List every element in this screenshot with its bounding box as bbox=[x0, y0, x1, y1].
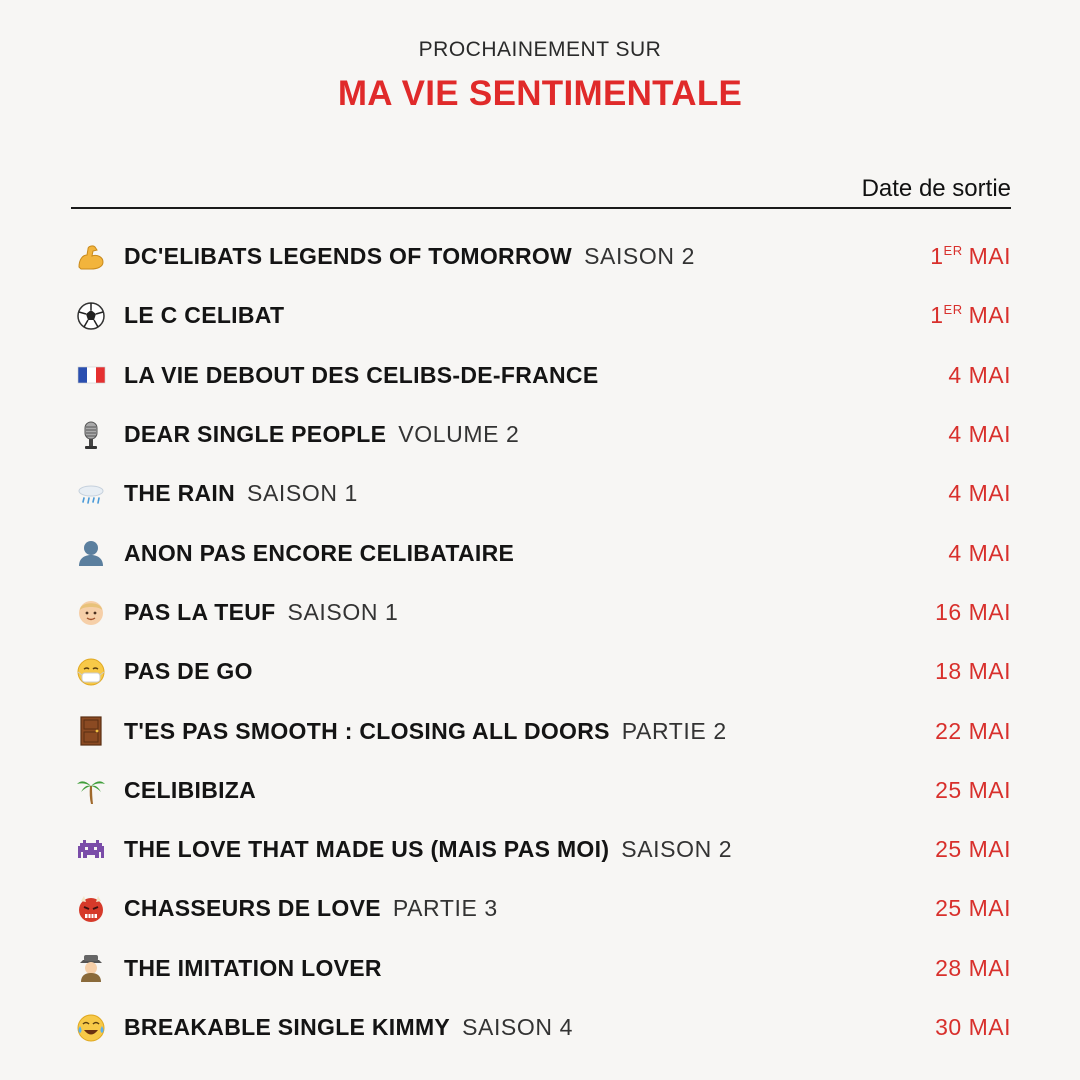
release-date bbox=[948, 421, 1011, 448]
list-item bbox=[71, 346, 1011, 405]
show-title: THE LOVE THAT MADE US (MAIS PAS MOI) bbox=[124, 836, 610, 863]
list-item bbox=[71, 998, 1011, 1057]
release-date bbox=[935, 895, 1011, 922]
release-date bbox=[935, 599, 1011, 626]
medical-mask-face-icon bbox=[71, 652, 111, 692]
show-title: DC'ELIBATS LEGENDS OF TOMORROW bbox=[124, 243, 573, 270]
ogre-mask-icon bbox=[71, 889, 111, 929]
release-month: MAI bbox=[968, 539, 1011, 566]
release-day: 4 bbox=[948, 480, 962, 507]
season-label: SAISON 4 bbox=[462, 1014, 573, 1040]
release-day: 4 bbox=[948, 539, 962, 566]
soccer-ball-icon bbox=[71, 296, 111, 336]
door-icon bbox=[71, 711, 111, 751]
kicker: PROCHAINEMENT SUR bbox=[418, 38, 662, 61]
release-day: 30 bbox=[935, 1014, 962, 1040]
show-title: PAS LA TEUF bbox=[124, 598, 276, 625]
season-label: SAISON 2 bbox=[621, 836, 733, 863]
list-item bbox=[71, 820, 1011, 879]
show-title: CELIBIBIZA bbox=[124, 776, 257, 803]
release-date-column-header: Date de sortie bbox=[861, 175, 1011, 202]
list-item bbox=[71, 286, 1011, 345]
list-item bbox=[71, 583, 1011, 642]
blond-face-icon bbox=[71, 592, 111, 632]
release-month: MAI bbox=[968, 717, 1011, 744]
ordinal-suffix: ER bbox=[943, 302, 963, 318]
list-item bbox=[71, 405, 1011, 464]
season-label: PARTIE 2 bbox=[621, 717, 727, 744]
page-title: MA VIE SENTIMENTALE bbox=[337, 74, 743, 113]
release-day: 25 bbox=[935, 836, 962, 863]
release-date bbox=[935, 1014, 1011, 1041]
release-date bbox=[935, 658, 1011, 685]
season-label: SAISON 1 bbox=[247, 480, 358, 507]
microphone-icon bbox=[71, 415, 111, 455]
release-day: 4 bbox=[948, 361, 962, 388]
release-date bbox=[948, 540, 1011, 567]
release-day: 4 bbox=[948, 421, 962, 448]
show-title: LA VIE DEBOUT DES CELIBS-DE-FRANCE bbox=[124, 361, 599, 388]
list-item bbox=[71, 939, 1011, 998]
show-title: T'ES PAS SMOOTH : CLOSING ALL DOORS bbox=[124, 717, 610, 744]
tears-of-joy-icon bbox=[71, 1008, 111, 1048]
release-month: MAI bbox=[968, 1014, 1011, 1040]
rain-cloud-icon bbox=[71, 474, 111, 514]
release-date bbox=[948, 362, 1011, 389]
show-title: THE RAIN bbox=[124, 480, 236, 507]
release-month: MAI bbox=[968, 361, 1011, 388]
release-month: MAI bbox=[968, 480, 1011, 507]
france-flag-icon bbox=[71, 355, 111, 395]
detective-icon bbox=[71, 948, 111, 988]
release-date bbox=[935, 955, 1011, 982]
show-title: DEAR SINGLE PEOPLE bbox=[124, 421, 387, 448]
list-item bbox=[71, 642, 1011, 701]
show-title: CHASSEURS DE LOVE bbox=[124, 895, 381, 922]
release-month: MAI bbox=[968, 895, 1011, 922]
release-date bbox=[935, 718, 1011, 745]
release-month: MAI bbox=[968, 658, 1011, 685]
release-month: MAI bbox=[968, 302, 1011, 329]
palm-tree-icon bbox=[71, 770, 111, 810]
release-day: 18 bbox=[935, 658, 962, 685]
list-item bbox=[71, 464, 1011, 523]
release-list bbox=[71, 227, 1011, 1057]
ordinal-suffix: ER bbox=[943, 243, 963, 259]
release-day: 16 bbox=[935, 598, 962, 625]
space-invader-icon bbox=[71, 830, 111, 870]
release-day: 25 bbox=[935, 776, 962, 803]
release-day: 25 bbox=[935, 895, 962, 922]
list-item bbox=[71, 761, 1011, 820]
release-date bbox=[935, 836, 1011, 863]
release-date bbox=[930, 243, 1011, 270]
bust-silhouette-icon bbox=[71, 533, 111, 573]
release-date bbox=[935, 777, 1011, 804]
release-date bbox=[930, 302, 1011, 329]
season-label: PARTIE 3 bbox=[392, 895, 498, 922]
show-title: PAS DE GO bbox=[124, 658, 253, 685]
show-title: BREAKABLE SINGLE KIMMY bbox=[124, 1014, 451, 1040]
list-item bbox=[71, 701, 1011, 760]
header-divider bbox=[71, 207, 1011, 209]
release-month: MAI bbox=[968, 243, 1011, 270]
release-month: MAI bbox=[968, 776, 1011, 803]
show-title: LE C CELIBAT bbox=[124, 302, 285, 329]
release-day: 22 bbox=[935, 717, 962, 744]
list-item bbox=[71, 227, 1011, 286]
release-date bbox=[948, 480, 1011, 507]
season-label: SAISON 1 bbox=[287, 598, 399, 625]
season-label: VOLUME 2 bbox=[398, 421, 520, 448]
season-label: SAISON 2 bbox=[584, 243, 695, 270]
release-day: 28 bbox=[935, 954, 962, 981]
release-month: MAI bbox=[968, 836, 1011, 863]
list-item bbox=[71, 523, 1011, 582]
release-month: MAI bbox=[968, 421, 1011, 448]
show-title: ANON PAS ENCORE CELIBATAIRE bbox=[124, 539, 515, 566]
show-title: THE IMITATION LOVER bbox=[124, 954, 382, 981]
list-item bbox=[71, 879, 1011, 938]
release-day: 1 bbox=[930, 302, 944, 329]
release-month: MAI bbox=[968, 598, 1011, 625]
release-month: MAI bbox=[968, 954, 1011, 981]
flexed-biceps-icon bbox=[71, 237, 111, 277]
release-day: 1 bbox=[930, 243, 944, 270]
